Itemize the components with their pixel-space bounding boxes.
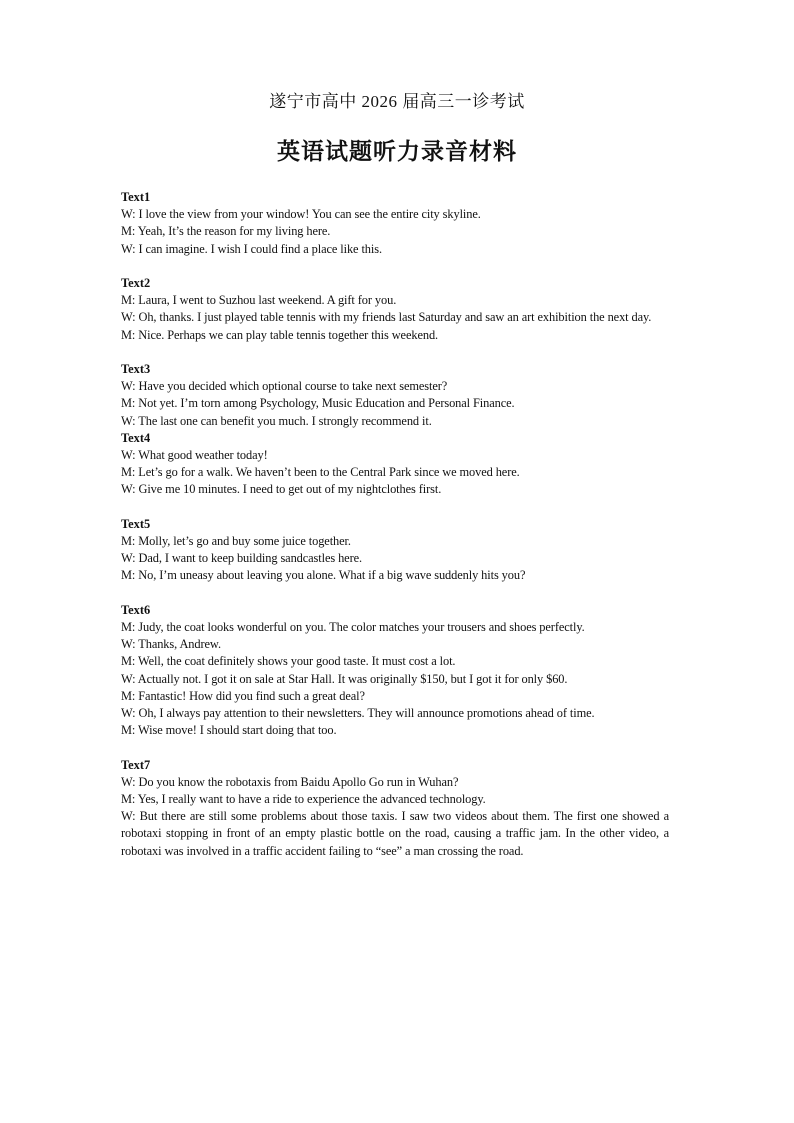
dialogue-line: W: Oh, I always pay attention to their newsletters. They will announce promotions ahead of time. [121, 706, 595, 721]
dialogue-line: W: Oh, thanks. I just played table tennis with my friends last Saturday and saw an art exhibition the next day. [121, 310, 652, 325]
section-text4 [121, 430, 669, 499]
dialogue-line: M: Molly, let’s go and buy some juice together. [121, 534, 351, 549]
section-text5 [121, 516, 669, 585]
dialogue-line: W: Do you know the robotaxis from Baidu Apollo Go run in Wuhan? [121, 774, 459, 789]
section-text3 [121, 361, 669, 430]
exam-subtitle: 遂宁市高中 2026 届高三一诊考试 [269, 92, 525, 111]
dialogue-line: M: Laura, I went to Suzhou last weekend. A gift for you. [121, 293, 397, 308]
dialogue-line: M: Not yet. I’m torn among Psychology, Music Education and Personal Finance. [121, 396, 515, 411]
dialogue-line: M: Fantastic! How did you find such a great deal? [121, 688, 365, 703]
dialogue-line: W: I love the view from your window! You can see the entire city skyline. [121, 207, 481, 222]
section-text1 [121, 189, 669, 258]
section-title: Text2 [121, 276, 151, 290]
section-title: Text1 [121, 190, 151, 204]
dialogue-line: M: No, I’m uneasy about leaving you alone. What if a big wave suddenly hits you? [121, 568, 526, 583]
document-title: 英语试题听力录音材料 [277, 139, 517, 164]
section-title: Text5 [121, 516, 151, 531]
section-text2 [121, 275, 669, 344]
dialogue-line: W: Dad, I want to keep building sandcastles here. [121, 551, 363, 566]
dialogue-line: M: Nice. Perhaps we can play table tennis together this weekend. [121, 327, 439, 342]
section-text7 [121, 757, 669, 860]
section-title: Text6 [121, 602, 151, 617]
dialogue-line: W: Actually not. I got it on sale at Star Hall. It was originally $150, but I got it for only $60. [121, 671, 568, 686]
dialogue-line: W: Give me 10 minutes. I need to get out of my nightclothes first. [121, 482, 442, 497]
dialogue-line: W: I can imagine. I wish I could find a place like this. [121, 241, 382, 256]
dialogue-line: W: The last one can benefit you much. I strongly recommend it. [121, 413, 432, 428]
dialogue-line: W: But there are still some problems about those taxis. I saw two videos about them. The first one showed a robotaxi stopping in front of an empty plastic bottle on the road, causing a traffic jam. In the other video, a robotaxi was involved in a traffic accident failing to “see” a man crossing the road. [121, 809, 669, 858]
section-title: Text7 [121, 757, 151, 772]
dialogue-line: M: Let’s go for a walk. We haven’t been to the Central Park since we moved here. [121, 465, 520, 480]
dialogue-line: W: Thanks, Andrew. [121, 637, 221, 652]
dialogue-line: M: Wise move! I should start doing that too. [121, 723, 337, 738]
section-title: Text3 [121, 362, 151, 376]
dialogue-line: M: Judy, the coat looks wonderful on you. The color matches your trousers and shoes perfectly. [121, 620, 585, 635]
dialogue-line: W: Have you decided which optional course to take next semester? [121, 379, 448, 394]
dialogue-line: W: What good weather today! [121, 448, 268, 463]
dialogue-line: M: Yeah, It’s the reason for my living here. [121, 224, 331, 239]
dialogue-line: M: Well, the coat definitely shows your good taste. It must cost a lot. [121, 654, 456, 669]
dialogue-line: M: Yes, I really want to have a ride to experience the advanced technology. [121, 792, 486, 807]
transcript-body [121, 189, 669, 860]
section-text6 [121, 602, 669, 740]
section-title: Text4 [121, 430, 151, 445]
